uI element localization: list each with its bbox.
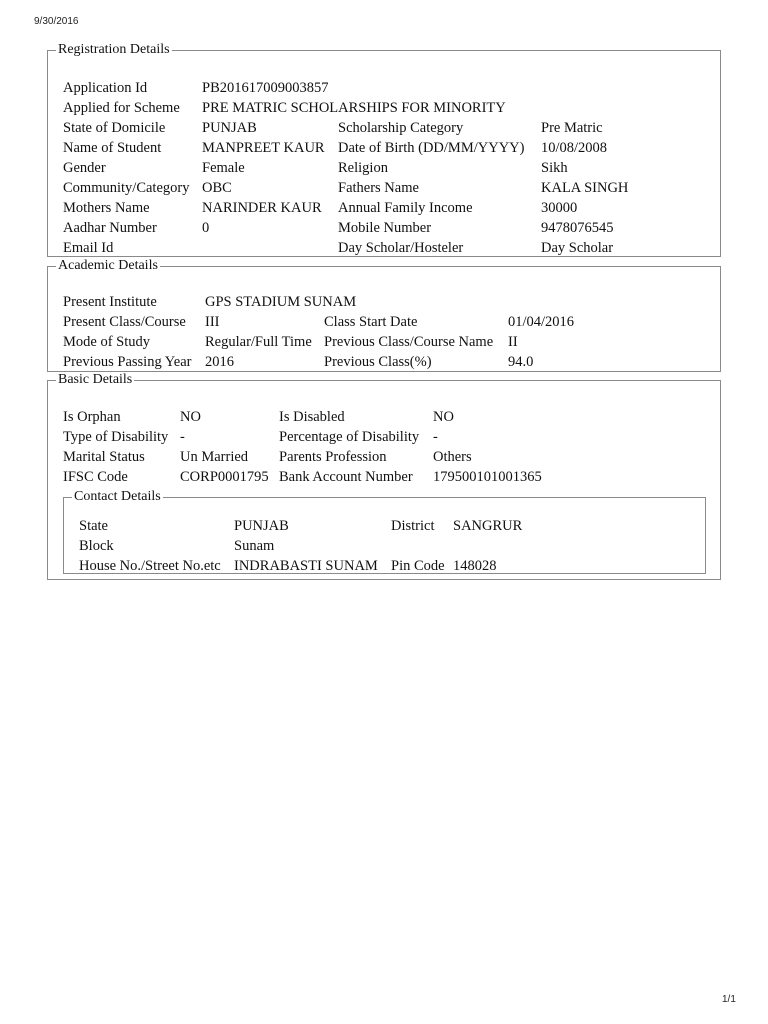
mother-name-label: Mothers Name [63, 199, 150, 216]
institute-value: GPS STADIUM SUNAM [205, 293, 357, 310]
basic-details-legend: Basic Details [58, 372, 133, 387]
row-block [79, 536, 523, 556]
row-orphan [63, 407, 543, 427]
account-label: Bank Account Number [279, 468, 413, 485]
district-label: District [391, 517, 435, 534]
contact-details-table [79, 516, 523, 576]
row-disability [63, 427, 543, 447]
state-label: State [79, 517, 108, 534]
pin-label: Pin Code [391, 557, 445, 574]
registration-details-legend: Registration Details [58, 42, 170, 57]
contact-details-section [63, 490, 706, 574]
house-label: House No./Street No.etc [79, 557, 221, 574]
community-label: Community/Category [63, 179, 190, 196]
disabled-label: Is Disabled [279, 408, 345, 425]
row-bank [63, 467, 543, 487]
row-state [79, 516, 523, 536]
row-domicile [63, 118, 629, 138]
row-email [63, 238, 629, 258]
application-id-label: Application Id [63, 79, 148, 96]
aadhar-label: Aadhar Number [63, 219, 157, 236]
district-value: SANGRUR [453, 517, 523, 534]
orphan-label: Is Orphan [63, 408, 121, 425]
account-value: 179500101001365 [433, 468, 542, 485]
email-label: Email Id [63, 239, 114, 256]
scholarship-category-value: Pre Matric [541, 119, 603, 136]
house-value: INDRABASTI SUNAM [234, 557, 378, 574]
mobile-label: Mobile Number [338, 219, 432, 236]
parents-profession-value: Others [433, 448, 472, 465]
prev-percent-value: 94.0 [508, 353, 534, 370]
gender-label: Gender [63, 159, 106, 176]
block-label: Block [79, 537, 114, 554]
basic-details-section [47, 373, 721, 580]
block-value: Sunam [234, 537, 275, 554]
academic-details-legend: Academic Details [58, 258, 158, 273]
print-date: 9/30/2016 [34, 16, 79, 27]
orphan-value: NO [180, 408, 201, 425]
aadhar-value: 0 [202, 219, 210, 236]
pin-value: 148028 [453, 557, 497, 574]
academic-details-section [47, 259, 721, 372]
row-present-class [63, 312, 575, 332]
passing-year-label: Previous Passing Year [63, 353, 192, 370]
row-aadhar [63, 218, 629, 238]
scheme-value: PRE MATRIC SCHOLARSHIPS FOR MINORITY [202, 99, 506, 116]
religion-value: Sikh [541, 159, 568, 176]
registration-details-section [47, 43, 721, 257]
class-start-value: 01/04/2016 [508, 313, 575, 330]
income-label: Annual Family Income [338, 199, 473, 216]
prev-percent-label: Previous Class(%) [324, 353, 432, 370]
religion-label: Religion [338, 159, 388, 176]
mother-name-value: NARINDER KAUR [202, 199, 322, 216]
student-name-label: Name of Student [63, 139, 162, 156]
domicile-value: PUNJAB [202, 119, 257, 136]
disability-pct-value: - [433, 428, 438, 445]
institute-label: Present Institute [63, 293, 157, 310]
disability-type-label: Type of Disability [63, 428, 169, 445]
contact-details-legend: Contact Details [74, 489, 161, 504]
disability-pct-label: Percentage of Disability [279, 428, 420, 445]
scheme-label: Applied for Scheme [63, 99, 180, 116]
student-name-value: MANPREET KAUR [202, 139, 325, 156]
row-mother [63, 198, 629, 218]
community-value: OBC [202, 179, 232, 196]
registration-details-table [63, 78, 629, 258]
basic-details-table [63, 407, 543, 487]
prev-class-value: II [508, 333, 518, 350]
row-marital [63, 447, 543, 467]
father-name-value: KALA SINGH [541, 179, 629, 196]
row-scheme [63, 98, 629, 118]
passing-year-value: 2016 [205, 353, 234, 370]
gender-value: Female [202, 159, 245, 176]
disabled-value: NO [433, 408, 454, 425]
ifsc-value: CORP0001795 [180, 468, 269, 485]
scholar-type-label: Day Scholar/Hosteler [338, 239, 464, 256]
mode-value: Regular/Full Time [205, 333, 312, 350]
father-name-label: Fathers Name [338, 179, 419, 196]
disability-type-value: - [180, 428, 185, 445]
ifsc-label: IFSC Code [63, 468, 128, 485]
domicile-label: State of Domicile [63, 119, 166, 136]
application-id-value: PB201617009003857 [202, 79, 329, 96]
row-house [79, 556, 523, 576]
row-community [63, 178, 629, 198]
academic-details-table [63, 292, 575, 372]
row-institute [63, 292, 575, 312]
dob-value: 10/08/2008 [541, 139, 608, 156]
present-class-label: Present Class/Course [63, 313, 186, 330]
mode-label: Mode of Study [63, 333, 150, 350]
income-value: 30000 [541, 199, 578, 216]
prev-class-label: Previous Class/Course Name [324, 333, 494, 350]
row-mode [63, 332, 575, 352]
scholar-type-value: Day Scholar [541, 239, 614, 256]
row-gender [63, 158, 629, 178]
row-student-name [63, 138, 629, 158]
dob-label: Date of Birth (DD/MM/YYYY) [338, 139, 525, 156]
page-number: 1/1 [722, 994, 736, 1005]
email-value [202, 238, 338, 258]
marital-value: Un Married [180, 448, 249, 465]
class-start-label: Class Start Date [324, 313, 418, 330]
mobile-value: 9478076545 [541, 219, 614, 236]
row-application-id [63, 78, 629, 98]
state-value: PUNJAB [234, 517, 289, 534]
marital-label: Marital Status [63, 448, 145, 465]
parents-profession-label: Parents Profession [279, 448, 387, 465]
present-class-value: III [205, 313, 220, 330]
scholarship-category-label: Scholarship Category [338, 119, 464, 136]
row-passing-year [63, 352, 575, 372]
